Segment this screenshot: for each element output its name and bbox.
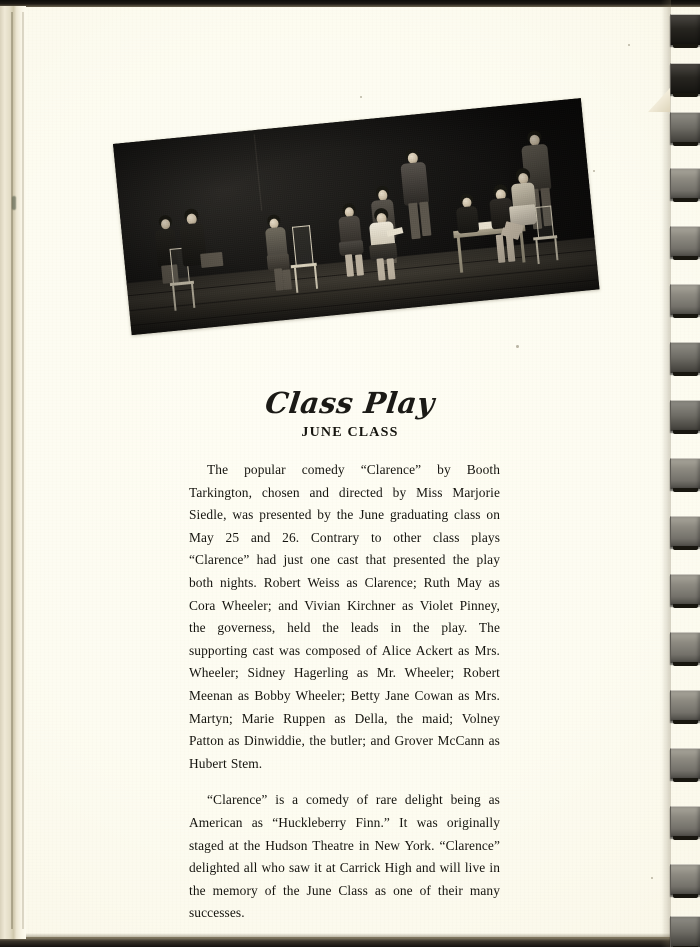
binding-comb [670,226,700,257]
paragraph: The popular comedy “Clarence” by Booth Tarkington, chosen and directed by Miss Marjorie Siedle, was presented by the June graduating class on May 25 and 26. Contrary to other class plays “Clarence” had just one cast that presented the play both nights. Robert Weiss as Clarence; Ruth May as Cora Wheeler; and Vivian Kirchner as Violet Pinney, the governess, held the leads in the play. The supporting cast was composed of Alice Ackert as Mrs. Wheeler; Sidney Hagerling as Mr. Wheeler; Robert Meenan as Bobby Wheeler; Betty Jane Cowan as Mrs. Martyn; Marie Ruppen as Della, the maid; Volney Patton as Dinwiddie, the butler; and Grover McCann as Hubert Stem. [189,462,500,771]
scan-top-edge [0,0,700,7]
scan-speck [651,877,653,879]
binding-comb [670,748,700,779]
scan-speck [516,345,519,348]
spiral-binding [666,0,700,947]
binding-comb [670,63,700,94]
page-subtitle: JUNE CLASS [301,425,399,440]
binding-comb [670,458,700,489]
binding-comb [670,112,700,143]
paragraph: “Clarence” is a comedy of rare delight being as American as “Huckleberry Finn.” It was originally staged at the Hudson Theatre in New York. “Clarence” delighted all who saw it at Carrick High and will live in the memory of the June Class as one of their many successes. [189,792,500,921]
binding-comb [670,168,700,199]
binding-comb [670,574,700,605]
scan-bottom-edge [0,937,700,947]
page-gutter [0,6,26,939]
page-title: Class Play [263,386,437,420]
binding-comb [670,690,700,721]
scan-speck [628,44,630,46]
article-body [189,459,500,925]
binding-comb [670,632,700,663]
binding-comb [670,284,700,315]
scan-speck [360,96,362,98]
binding-comb [670,916,700,947]
binding-comb [670,516,700,547]
gutter-crease-line [11,12,13,929]
scan-speck [593,170,595,172]
gutter-edge-line [22,12,24,929]
binding-comb [670,14,700,45]
binding-comb [670,342,700,373]
binding-comb [670,806,700,837]
binding-comb [670,864,700,895]
gutter-smudge [12,196,16,210]
